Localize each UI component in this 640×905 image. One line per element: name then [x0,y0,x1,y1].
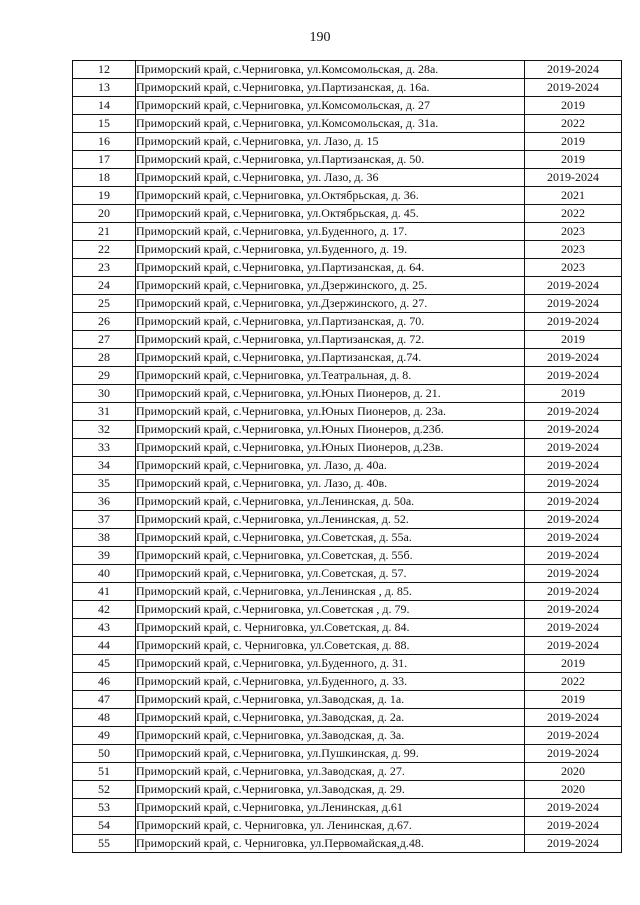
row-year: 2019 [525,151,622,169]
row-year: 2019-2024 [525,61,622,79]
row-year: 2019-2024 [525,457,622,475]
table-row [73,547,622,565]
row-number: 16 [73,133,136,151]
row-year: 2022 [525,673,622,691]
row-number: 50 [73,745,136,763]
row-year: 2019-2024 [525,745,622,763]
row-address: Приморский край, с.Черниговка, ул.Комсомольская, д. 27 [136,97,525,115]
row-address: Приморский край, с.Черниговка, ул.Партизанская, д. 70. [136,313,525,331]
row-year: 2019 [525,385,622,403]
row-address: Приморский край, с.Черниговка, ул.Дзержинского, д. 27. [136,295,525,313]
row-number: 48 [73,709,136,727]
row-number: 18 [73,169,136,187]
row-year: 2023 [525,223,622,241]
row-year: 2019 [525,691,622,709]
row-address: Приморский край, с.Черниговка, ул. Лазо, д. 40в. [136,475,525,493]
row-year: 2019-2024 [525,583,622,601]
row-address: Приморский край, с.Черниговка, ул.Ленинская, д. 50а. [136,493,525,511]
table-row [73,637,622,655]
row-address: Приморский край, с.Черниговка, ул.Буденного, д. 31. [136,655,525,673]
row-address: Приморский край, с.Черниговка, ул.Партизанская, д. 72. [136,331,525,349]
row-number: 37 [73,511,136,529]
table-row [73,277,622,295]
row-year: 2019-2024 [525,835,622,853]
row-address: Приморский край, с.Черниговка, ул.Заводская, д. 1а. [136,691,525,709]
table-row [73,133,622,151]
row-number: 26 [73,313,136,331]
table-row [73,799,622,817]
row-number: 42 [73,601,136,619]
row-number: 51 [73,763,136,781]
row-number: 35 [73,475,136,493]
row-year: 2019 [525,655,622,673]
row-number: 46 [73,673,136,691]
row-year: 2020 [525,781,622,799]
row-number: 54 [73,817,136,835]
row-address: Приморский край, с.Черниговка, ул.Буденного, д. 19. [136,241,525,259]
table-row [73,241,622,259]
row-address: Приморский край, с.Черниговка, ул.Партизанская, д.74. [136,349,525,367]
row-number: 29 [73,367,136,385]
table-row [73,619,622,637]
row-year: 2019-2024 [525,709,622,727]
row-year: 2019-2024 [525,79,622,97]
table-row [73,601,622,619]
row-year: 2019-2024 [525,277,622,295]
row-address: Приморский край, с.Черниговка, ул.Ленинская, д. 52. [136,511,525,529]
row-year: 2019-2024 [525,295,622,313]
row-year: 2019-2024 [525,313,622,331]
row-year: 2021 [525,187,622,205]
row-address: Приморский край, с.Черниговка, ул.Советская, д. 55б. [136,547,525,565]
row-year: 2019-2024 [525,169,622,187]
table-row [73,655,622,673]
row-year: 2019-2024 [525,367,622,385]
address-table [72,60,622,853]
row-number: 20 [73,205,136,223]
row-year: 2019 [525,133,622,151]
table-row [73,511,622,529]
table-row [73,151,622,169]
table-row [73,205,622,223]
table-row [73,385,622,403]
row-address: Приморский край, с.Черниговка, ул.Советская, д. 55а. [136,529,525,547]
table-row [73,223,622,241]
row-address: Приморский край, с.Черниговка, ул.Комсомольская, д. 28а. [136,61,525,79]
row-year: 2019-2024 [525,547,622,565]
row-year: 2019-2024 [525,817,622,835]
row-number: 40 [73,565,136,583]
table-row [73,97,622,115]
row-address: Приморский край, с.Черниговка, ул.Заводская, д. 29. [136,781,525,799]
row-address: Приморский край, с.Черниговка, ул.Комсомольская, д. 31а. [136,115,525,133]
row-number: 12 [73,61,136,79]
row-year: 2019 [525,331,622,349]
table-row [73,817,622,835]
row-address: Приморский край, с.Черниговка, ул.Ленинская , д. 85. [136,583,525,601]
row-number: 34 [73,457,136,475]
row-number: 38 [73,529,136,547]
row-address: Приморский край, с.Черниговка, ул.Юных Пионеров, д.23б. [136,421,525,439]
row-number: 28 [73,349,136,367]
row-year: 2019-2024 [525,799,622,817]
row-number: 30 [73,385,136,403]
table-row [73,61,622,79]
row-address: Приморский край, с.Черниговка, ул.Пушкинская, д. 99. [136,745,525,763]
row-address: Приморский край, с.Черниговка, ул.Заводская, д. 27. [136,763,525,781]
row-address: Приморский край, с.Черниговка, ул.Ленинская, д.61 [136,799,525,817]
row-year: 2019-2024 [525,637,622,655]
table-row [73,421,622,439]
row-number: 49 [73,727,136,745]
row-address: Приморский край, с.Черниговка, ул. Лазо, д. 40а. [136,457,525,475]
row-year: 2019-2024 [525,529,622,547]
table-row [73,331,622,349]
row-year: 2019-2024 [525,349,622,367]
row-number: 17 [73,151,136,169]
row-address: Приморский край, с.Черниговка, ул.Партизанская, д. 16а. [136,79,525,97]
row-address: Приморский край, с. Черниговка, ул.Советская, д. 88. [136,637,525,655]
table-row [73,727,622,745]
row-number: 31 [73,403,136,421]
row-address: Приморский край, с.Черниговка, ул. Лазо, д. 36 [136,169,525,187]
row-address: Приморский край, с.Черниговка, ул.Юных Пионеров, д. 21. [136,385,525,403]
row-number: 39 [73,547,136,565]
row-year: 2019-2024 [525,565,622,583]
row-number: 44 [73,637,136,655]
row-address: Приморский край, с.Черниговка, ул.Советская , д. 79. [136,601,525,619]
table-row [73,781,622,799]
table-row [73,583,622,601]
row-year: 2019-2024 [525,727,622,745]
table-row [73,367,622,385]
row-year: 2019 [525,97,622,115]
row-year: 2020 [525,763,622,781]
row-number: 53 [73,799,136,817]
row-number: 33 [73,439,136,457]
table-row [73,673,622,691]
row-address: Приморский край, с. Черниговка, ул. Ленинская, д.67. [136,817,525,835]
table-row [73,565,622,583]
row-number: 45 [73,655,136,673]
row-number: 55 [73,835,136,853]
table-row [73,475,622,493]
table-row [73,187,622,205]
table-row [73,403,622,421]
row-address: Приморский край, с.Черниговка, ул.Театральная, д. 8. [136,367,525,385]
table-row [73,439,622,457]
row-address: Приморский край, с.Черниговка, ул. Лазо, д. 15 [136,133,525,151]
table-row [73,169,622,187]
table-row [73,691,622,709]
table-row [73,745,622,763]
table-row [73,115,622,133]
table-row [73,763,622,781]
row-number: 23 [73,259,136,277]
row-number: 52 [73,781,136,799]
row-number: 25 [73,295,136,313]
row-year: 2019-2024 [525,439,622,457]
row-number: 24 [73,277,136,295]
row-number: 47 [73,691,136,709]
row-year: 2019-2024 [525,475,622,493]
row-address: Приморский край, с.Черниговка, ул.Юных Пионеров, д.23в. [136,439,525,457]
row-year: 2022 [525,115,622,133]
row-number: 15 [73,115,136,133]
row-address: Приморский край, с.Черниговка, ул.Партизанская, д. 64. [136,259,525,277]
row-address: Приморский край, с. Черниговка, ул.Советская, д. 84. [136,619,525,637]
row-year: 2019-2024 [525,421,622,439]
row-number: 36 [73,493,136,511]
table-row [73,835,622,853]
row-address: Приморский край, с.Черниговка, ул.Октябрьская, д. 45. [136,205,525,223]
row-address: Приморский край, с.Черниговка, ул.Заводская, д. 2а. [136,709,525,727]
row-number: 13 [73,79,136,97]
table-row [73,295,622,313]
row-year: 2019-2024 [525,619,622,637]
row-address: Приморский край, с.Черниговка, ул.Буденного, д. 17. [136,223,525,241]
row-year: 2022 [525,205,622,223]
row-number: 32 [73,421,136,439]
row-year: 2019-2024 [525,511,622,529]
row-address: Приморский край, с.Черниговка, ул.Буденного, д. 33. [136,673,525,691]
row-year: 2019-2024 [525,403,622,421]
row-number: 41 [73,583,136,601]
row-number: 22 [73,241,136,259]
table-row [73,493,622,511]
row-address: Приморский край, с. Черниговка, ул.Первомайская,д.48. [136,835,525,853]
row-number: 43 [73,619,136,637]
table-row [73,79,622,97]
row-year: 2019-2024 [525,601,622,619]
row-year: 2023 [525,259,622,277]
table-row [73,709,622,727]
row-address: Приморский край, с.Черниговка, ул.Советская, д. 57. [136,565,525,583]
row-year: 2023 [525,241,622,259]
row-number: 27 [73,331,136,349]
row-address: Приморский край, с.Черниговка, ул.Октябрьская, д. 36. [136,187,525,205]
row-number: 21 [73,223,136,241]
table-row [73,349,622,367]
row-number: 19 [73,187,136,205]
table-row [73,259,622,277]
row-address: Приморский край, с.Черниговка, ул.Заводская, д. 3а. [136,727,525,745]
page-number: 190 [309,30,331,45]
row-address: Приморский край, с.Черниговка, ул.Партизанская, д. 50. [136,151,525,169]
row-year: 2019-2024 [525,493,622,511]
table-row [73,529,622,547]
table-row [73,457,622,475]
row-address: Приморский край, с.Черниговка, ул.Дзержинского, д. 25. [136,277,525,295]
table-row [73,313,622,331]
row-address: Приморский край, с.Черниговка, ул.Юных Пионеров, д. 23а. [136,403,525,421]
row-number: 14 [73,97,136,115]
table-body [73,61,622,853]
